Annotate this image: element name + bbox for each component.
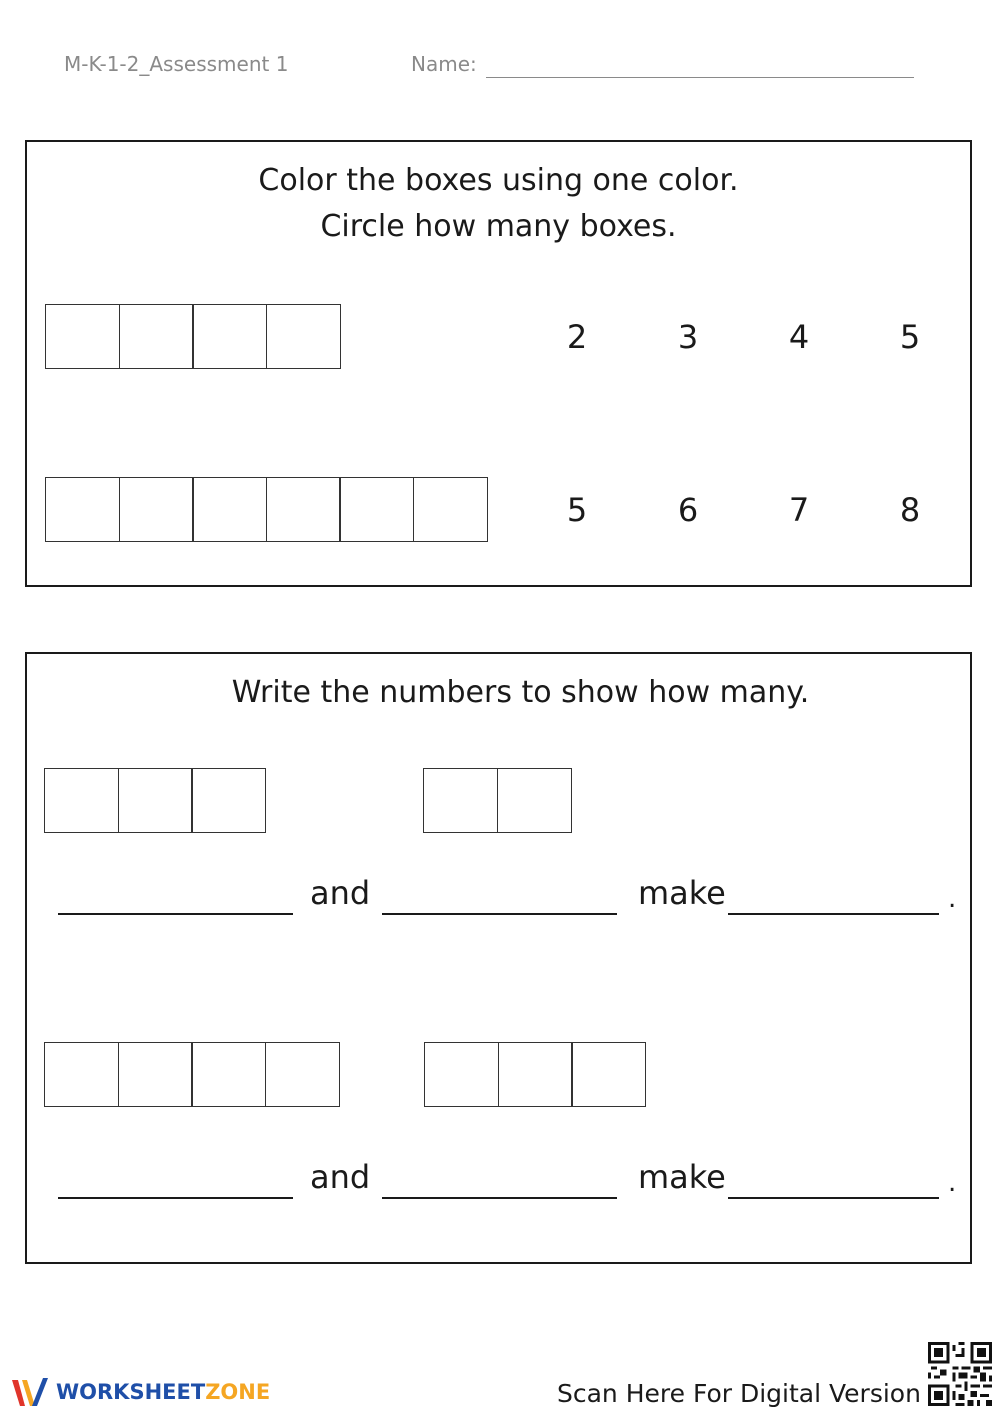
box xyxy=(497,768,572,833)
name-blank-line[interactable] xyxy=(486,77,914,78)
count-choice[interactable]: 4 xyxy=(788,318,810,356)
box xyxy=(424,1042,499,1107)
and-word: and xyxy=(310,1158,371,1196)
box xyxy=(571,1042,646,1107)
period: . xyxy=(948,1168,957,1198)
period: . xyxy=(948,884,957,914)
box-row-2 xyxy=(45,477,486,542)
box xyxy=(498,1042,573,1107)
and-word: and xyxy=(310,874,371,912)
make-word: make xyxy=(638,1158,726,1196)
answer-blank[interactable] xyxy=(58,913,293,915)
problem-2-left-boxes xyxy=(44,1042,338,1107)
colorable-box[interactable] xyxy=(266,304,341,369)
colorable-box[interactable] xyxy=(119,304,194,369)
problem-1-right-boxes xyxy=(423,768,570,833)
box xyxy=(191,1042,266,1107)
colorable-box[interactable] xyxy=(192,304,267,369)
colorable-box[interactable] xyxy=(266,477,341,542)
box xyxy=(118,1042,193,1107)
answer-blank[interactable] xyxy=(382,913,617,915)
count-choice[interactable]: 5 xyxy=(899,318,921,356)
brand-name xyxy=(56,1380,270,1404)
answer-blank[interactable] xyxy=(382,1197,617,1199)
count-choice[interactable]: 3 xyxy=(677,318,699,356)
instruction-write-numbers: Write the numbers to show how many. xyxy=(231,675,810,710)
color-boxes-section xyxy=(25,140,972,587)
colorable-box[interactable] xyxy=(45,477,120,542)
name-label: Name: xyxy=(411,52,477,76)
write-numbers-section xyxy=(25,652,972,1264)
box-row-1 xyxy=(45,304,339,369)
box xyxy=(118,768,193,833)
box xyxy=(44,768,119,833)
colorable-box[interactable] xyxy=(339,477,414,542)
problem-2-right-boxes xyxy=(424,1042,645,1107)
colorable-box[interactable] xyxy=(119,477,194,542)
box xyxy=(423,768,498,833)
brand-name-part2: ZONE xyxy=(205,1380,271,1404)
brand-name-part1: WORKSHEET xyxy=(56,1380,206,1404)
worksheet-code: M-K-1-2_Assessment 1 xyxy=(64,52,289,76)
box xyxy=(265,1042,340,1107)
count-choice[interactable]: 2 xyxy=(566,318,588,356)
count-choice[interactable]: 5 xyxy=(566,491,588,529)
box xyxy=(191,768,266,833)
qr-code-icon[interactable] xyxy=(928,1342,992,1406)
instruction-circle-count: Circle how many boxes. xyxy=(320,209,677,244)
answer-blank[interactable] xyxy=(58,1197,293,1199)
colorable-box[interactable] xyxy=(413,477,488,542)
count-choice[interactable]: 7 xyxy=(788,491,810,529)
instruction-color-boxes: Color the boxes using one color. xyxy=(258,163,739,198)
answer-blank[interactable] xyxy=(728,1197,939,1199)
colorable-box[interactable] xyxy=(192,477,267,542)
count-choice[interactable]: 6 xyxy=(677,491,699,529)
answer-blank[interactable] xyxy=(728,913,939,915)
scan-instruction: Scan Here For Digital Version xyxy=(557,1379,921,1408)
make-word: make xyxy=(638,874,726,912)
count-choice[interactable]: 8 xyxy=(899,491,921,529)
worksheetzone-logo-icon xyxy=(10,1372,50,1412)
problem-1-left-boxes xyxy=(44,768,265,833)
colorable-box[interactable] xyxy=(45,304,120,369)
box xyxy=(44,1042,119,1107)
worksheetzone-logo[interactable] xyxy=(10,1372,270,1412)
